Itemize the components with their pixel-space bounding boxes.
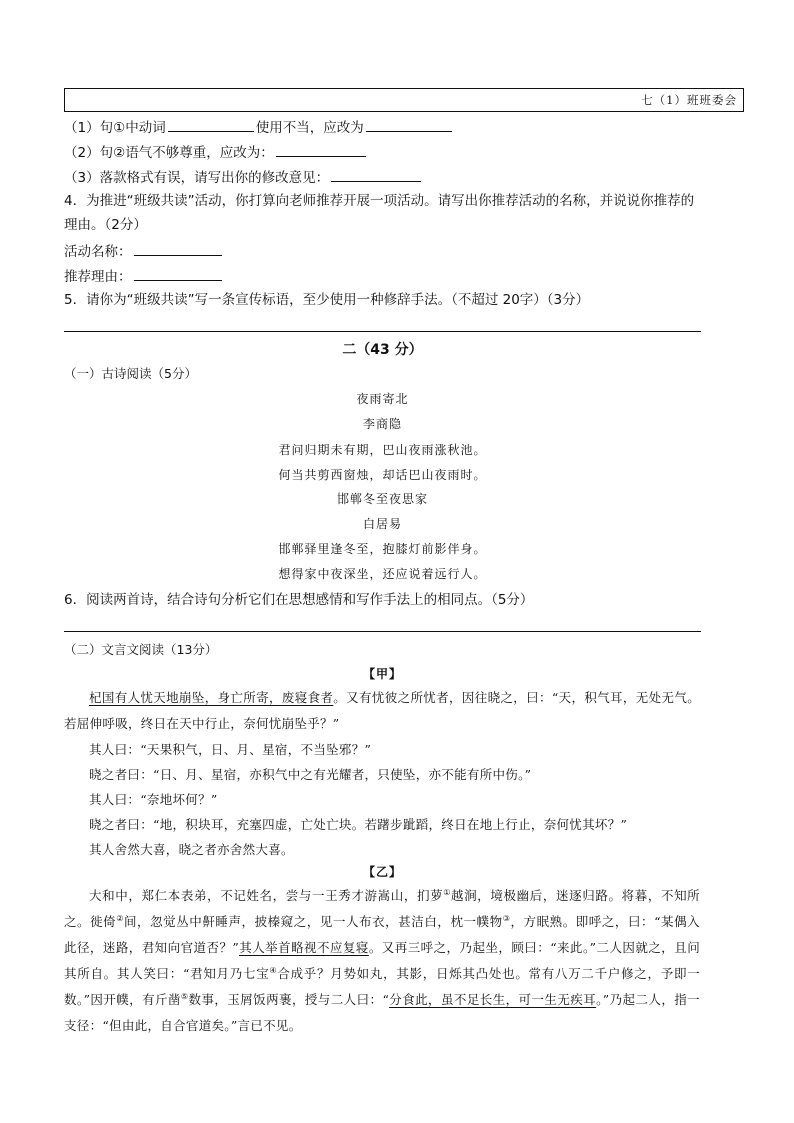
footnote-marker: ① <box>443 887 452 897</box>
jia-p1-rest: 。又有忧彼之所忧者，因往晓之，曰：“天，积气耳，无处无气。若屈伸呼吸，终日在天中行止，奈何忧崩坠乎？” <box>64 690 700 731</box>
poem-2-title: 邯郸冬至夜思家 <box>336 492 428 506</box>
poem-1-author: 李商隐 <box>362 417 402 431</box>
q3-item-1-prefix: （1）句①中动词 <box>64 120 166 136</box>
poem-2-line-1: 邯郸驿里逢冬至，抱膝灯前影伴身。 <box>278 542 487 556</box>
footnote-marker: ② <box>116 913 124 923</box>
activity-name-label: 活动名称： <box>64 244 132 260</box>
section-2-title <box>64 340 701 360</box>
q6-text: 6．阅读两首诗，结合诗句分析它们在思想感情和写作手法上的相同点。（5分） <box>64 592 534 608</box>
q4-reason <box>64 265 224 287</box>
q4-line-2: 理由。（2分） <box>64 217 147 233</box>
answer-line[interactable] <box>64 631 701 632</box>
notice-box <box>64 88 744 112</box>
q4-line-1: 4．为推进“班级共读”活动，你打算向老师推荐开展一项活动。请写出你推荐活动的名称，并说说你推荐的 <box>64 193 695 209</box>
jia-paragraph-2: 其人曰：“天果积气，日、月、星宿，不当坠邪？” <box>89 742 372 757</box>
footnote-marker: ③ <box>502 913 511 923</box>
answer-blank[interactable] <box>276 141 366 157</box>
q3-item-1-middle: 使用不当，应改为 <box>255 120 364 136</box>
notice-signature: 七（1）班班委会 <box>641 93 737 107</box>
classical-heading: （二）文言文阅读（13分） <box>64 642 218 657</box>
answer-blank[interactable] <box>366 116 452 132</box>
poetry-heading: （一）古诗阅读（5分） <box>64 366 197 381</box>
q3-item-1 <box>64 116 454 138</box>
answer-line[interactable] <box>64 331 701 332</box>
yi-paragraph: 大和中，郑仁本表弟，不记姓名，尝与一王秀才游嵩山，扪萝①越涧，境极幽后，迷逐归路。将暮，不知所之。徙倚②间，忽觉丛中鼾睡声，披榛窥之，见一人布衣，甚洁白，枕一幞物③，方眠熟。即呼之，曰：“某偶入此径，迷路，君知向官道否？”其人举首略视不应复寝。又再三呼之，乃起坐，顾曰：“来此。”二人因就之，且问其所自。其人笑曰：“君知月乃七宝④合成乎？月势如丸，其影，日烁其凸处也。常有八万二千户修之，予即一数。”因开幞，有斤凿⑤数事，玉屑饭两裹，授与二人曰：“分食此，虽不足长生，可一生无疾耳。”乃起二人，指一支径：“但由此，自合官道矣。”言已不见。 <box>64 887 700 1033</box>
jia-paragraph-6: 其人舍然大喜，晓之者亦舍然大喜。 <box>89 842 294 857</box>
passage-jia-title: 【甲】 <box>362 667 402 681</box>
q4-activity-name <box>64 240 224 262</box>
poem-1-title: 夜雨寄北 <box>356 392 409 406</box>
underlined-sentence: 其人举首略视不应复寝 <box>239 940 369 955</box>
answer-blank[interactable] <box>331 166 421 182</box>
poem-1-line-2: 何当共剪西窗烛，却话巴山夜雨时。 <box>278 468 487 482</box>
reason-label: 推荐理由： <box>64 269 132 285</box>
poem-2-line-2: 想得家中夜深坐，还应说着远行人。 <box>278 567 487 581</box>
poem-1-line-1: 君问归期未有期，巴山夜雨涨秋池。 <box>278 443 487 457</box>
answer-blank[interactable] <box>168 116 254 132</box>
underlined-sentence: 分食此，虽不足长生，可一生无疾耳 <box>389 992 597 1007</box>
footnote-marker: ④ <box>269 965 278 975</box>
reason-blank[interactable] <box>134 265 222 281</box>
jia-paragraph-5: 晓之者曰：“地，积块耳，充塞四虚，亡处亡块。若躇步跐蹈，终日在地上行止，奈何忧其坏？” <box>89 817 628 832</box>
q5-text: 5．请你为“班级共读”写一条宣传标语，至少使用一种修辞手法。（不超过 20字）（3分） <box>64 292 590 308</box>
jia-paragraph-1 <box>64 685 700 737</box>
jia-paragraph-4: 其人曰：“奈地坏何？” <box>89 792 218 807</box>
underlined-sentence: 杞国有人忧天地崩坠，身亡所寄，废寝食者 <box>89 690 334 705</box>
poem-2-author: 白居易 <box>362 517 402 531</box>
jia-paragraph-3: 晓之者曰：“日、月、星宿，亦积气中之有光耀者，只使坠，亦不能有所中伤。” <box>89 767 532 782</box>
passage-yi-title: 【乙】 <box>362 865 402 879</box>
q3-item-3 <box>64 166 423 188</box>
q3-item-3-text: （3）落款格式有误，请写出你的修改意见： <box>64 170 330 186</box>
q3-item-2-text: （2）句②语气不够尊重，应改为： <box>64 145 274 161</box>
activity-name-blank[interactable] <box>134 240 222 256</box>
footnote-marker: ⑤ <box>180 991 189 1001</box>
q3-item-2 <box>64 141 368 163</box>
section-2-title-text: 二（43 分） <box>342 342 423 358</box>
